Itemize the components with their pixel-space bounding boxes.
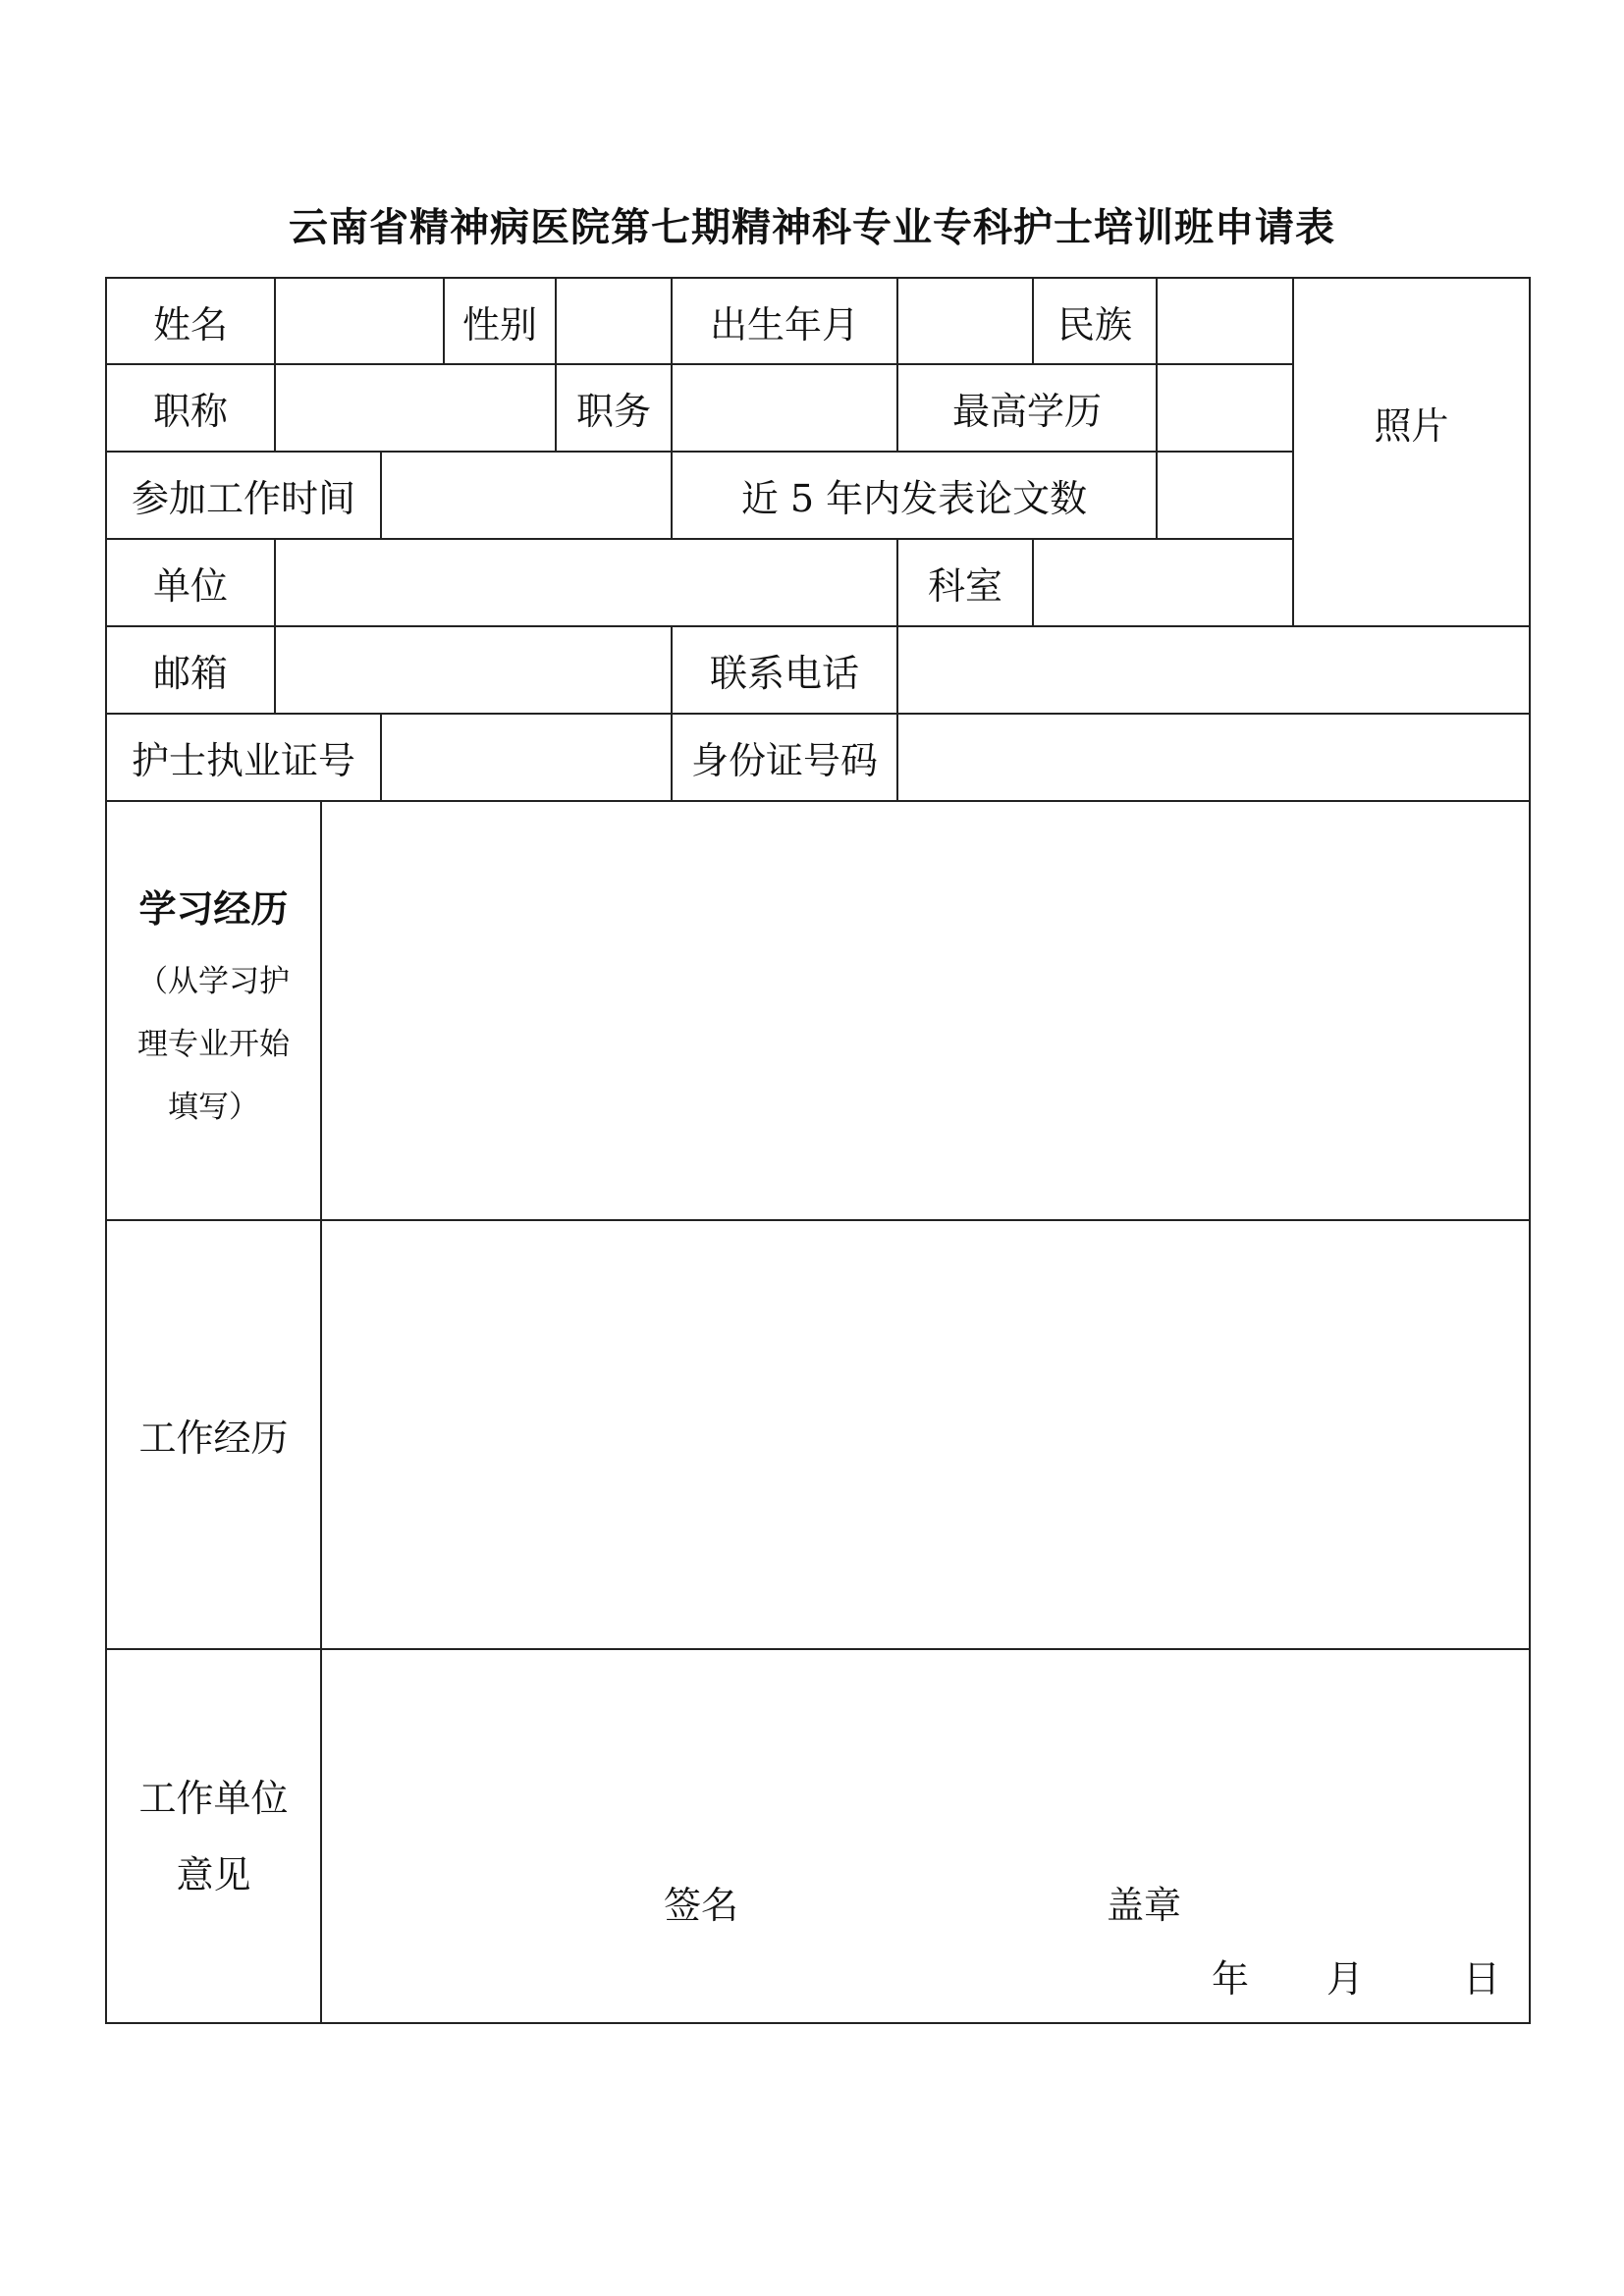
study-note-line3: 填写）: [168, 1090, 259, 1125]
papers-field[interactable]: [1158, 453, 1292, 538]
department-field[interactable]: [1034, 540, 1292, 625]
gender-label: 性别: [461, 302, 537, 347]
ethnicity-field[interactable]: [1158, 279, 1292, 363]
unit-field[interactable]: [276, 540, 896, 625]
study-note-line2: 理专业开始: [137, 1027, 290, 1062]
month-label: 月: [1326, 1957, 1365, 2001]
opinion-heading-line1: 工作单位: [138, 1777, 289, 1820]
papers-label: 近 5 年内发表论文数: [740, 477, 1088, 520]
gender-field[interactable]: [557, 279, 671, 363]
unit-label: 单位: [152, 564, 228, 608]
phone-field[interactable]: [898, 627, 1529, 713]
name-label: 姓名: [152, 302, 228, 347]
email-label: 邮箱: [152, 652, 228, 695]
study-note-line1: （从学习护: [137, 964, 290, 999]
birth-label: 出生年月: [709, 302, 859, 347]
work-heading: 工作经历: [138, 1416, 289, 1460]
day-label: 日: [1463, 1957, 1501, 2001]
ethnicity-label: 民族: [1056, 302, 1132, 347]
signature-label: 签名: [664, 1884, 739, 1927]
license-label: 护士执业证号: [131, 739, 355, 782]
form-title: 云南省精神病医院第七期精神科专业专科护士培训班申请表: [289, 205, 1335, 250]
department-label: 科室: [927, 564, 1002, 608]
study-field[interactable]: [322, 802, 1529, 1219]
education-field[interactable]: [1158, 365, 1292, 451]
position-field[interactable]: [673, 365, 896, 451]
phone-label: 联系电话: [709, 652, 859, 695]
work-start-label: 参加工作时间: [131, 477, 355, 520]
id-number-field[interactable]: [898, 715, 1529, 800]
education-label: 最高学历: [951, 390, 1102, 433]
email-field[interactable]: [276, 627, 671, 713]
study-label-cell: [107, 802, 320, 1219]
title-field[interactable]: [276, 365, 555, 451]
title-label: 职称: [152, 390, 228, 433]
photo-area[interactable]: [1294, 279, 1529, 625]
id-number-label: 身份证号码: [690, 739, 878, 782]
work-start-field[interactable]: [382, 453, 671, 538]
year-label: 年: [1212, 1957, 1250, 2001]
opinion-label-cell: [107, 1650, 320, 2022]
border-right: [1529, 277, 1531, 2024]
license-field[interactable]: [382, 715, 671, 800]
birth-field[interactable]: [898, 279, 1032, 363]
study-heading: 学习经历: [138, 887, 289, 931]
photo-label: 照片: [1374, 404, 1449, 448]
position-label: 职务: [575, 390, 651, 433]
name-field[interactable]: [276, 279, 443, 363]
work-field[interactable]: [322, 1221, 1529, 1648]
seal-label: 盖章: [1107, 1884, 1182, 1927]
opinion-heading-line2: 意见: [176, 1853, 251, 1896]
border-bottom: [105, 2022, 1531, 2024]
